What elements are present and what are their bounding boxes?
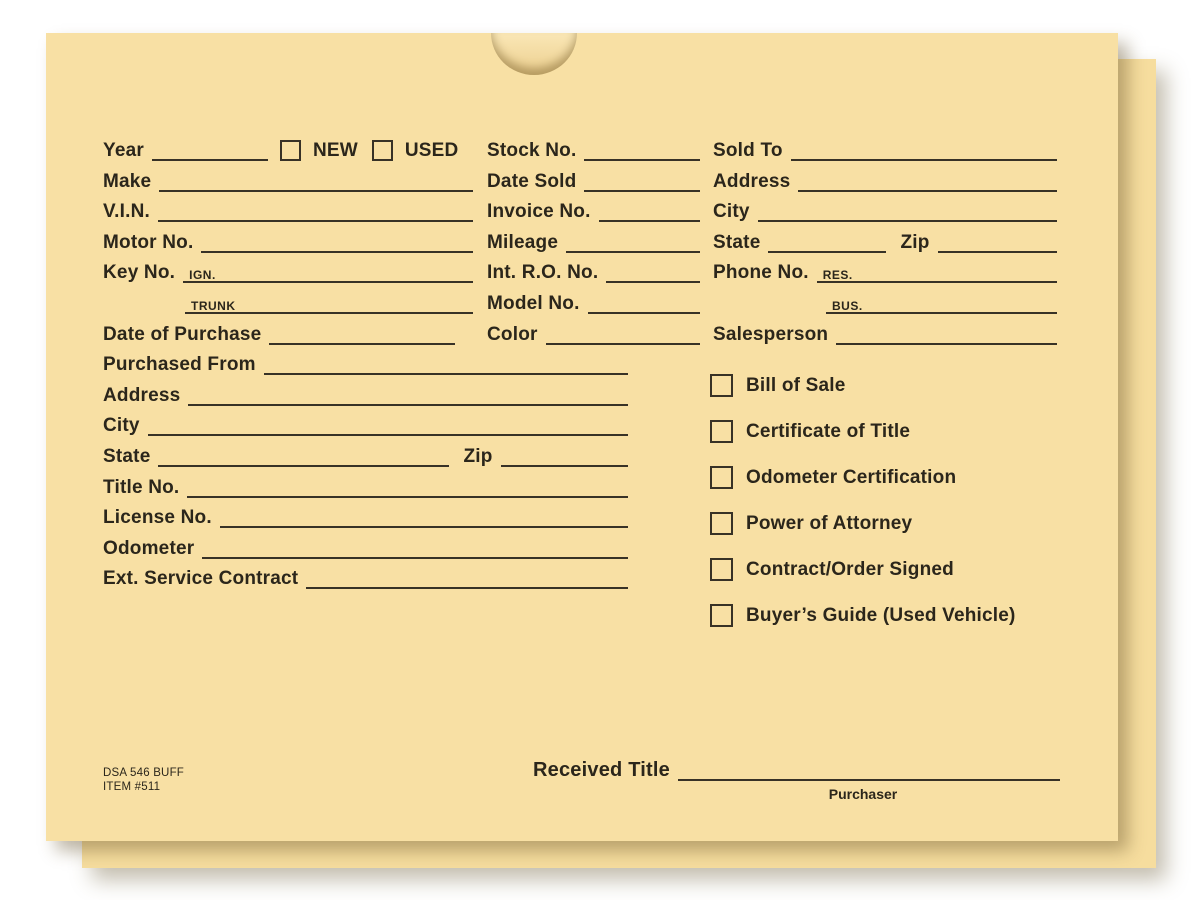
phone-res-row — [713, 259, 1057, 283]
date-sold-line — [584, 168, 700, 192]
bus-label: BUS. — [832, 299, 863, 313]
odometer-row — [103, 535, 628, 559]
checklist-item-contract-order-signed — [710, 557, 954, 581]
odometer-certification-label: Odometer Certification — [746, 466, 957, 488]
make-row — [103, 168, 473, 192]
checklist-item-odometer-certification — [710, 465, 956, 489]
res-label: RES. — [822, 268, 853, 282]
used-checkbox — [372, 140, 393, 161]
model-no-row — [487, 290, 700, 314]
buyer-state-label: State — [713, 232, 761, 253]
contract-order-signed-checkbox — [710, 558, 733, 581]
ext-service-contract-row — [103, 565, 628, 589]
seller-city-label: City — [103, 415, 140, 436]
power-of-attorney-checkbox — [710, 512, 733, 535]
key-no-trunk-line — [185, 290, 473, 314]
buyer-address-row — [713, 168, 1057, 192]
year-row — [103, 137, 509, 161]
buyer-zip-line — [938, 229, 1057, 253]
thumb-cut-notch — [491, 33, 577, 75]
received-title-label: Received Title — [533, 759, 670, 781]
date-of-purchase-label: Date of Purchase — [103, 324, 262, 345]
power-of-attorney-label: Power of Attorney — [746, 512, 913, 534]
certificate-of-title-label: Certificate of Title — [746, 420, 911, 442]
stock-no-line — [584, 137, 700, 161]
key-no-ign-line — [183, 259, 473, 283]
buyer-city-label: City — [713, 201, 750, 222]
received-title-line — [678, 755, 1060, 781]
odometer-label: Odometer — [103, 538, 195, 559]
mileage-row — [487, 229, 700, 253]
buyer-state-zip-row — [713, 229, 1057, 253]
buyer-city-row — [713, 198, 1057, 222]
key-no-trunk-row — [185, 290, 473, 314]
license-no-line — [220, 504, 628, 528]
deal-envelope — [46, 33, 1118, 841]
mileage-line — [566, 229, 700, 253]
title-no-line — [187, 474, 628, 498]
purchased-from-row — [103, 351, 628, 375]
phone-no-label: Phone No. — [713, 262, 809, 283]
seller-address-label: Address — [103, 385, 181, 406]
int-ro-no-label: Int. R.O. No. — [487, 262, 599, 283]
certificate-of-title-checkbox — [710, 420, 733, 443]
seller-zip-line — [501, 443, 628, 467]
buyer-zip-label: Zip — [900, 232, 930, 253]
year-line — [152, 137, 268, 161]
stock-code-line1: DSA 546 BUFF — [103, 767, 185, 779]
year-label: Year — [103, 140, 144, 161]
invoice-no-row — [487, 198, 700, 222]
date-of-purchase-row — [103, 321, 455, 345]
seller-city-line — [148, 412, 628, 436]
new-label: NEW — [312, 140, 358, 161]
contract-order-signed-label: Contract/Order Signed — [746, 558, 954, 580]
seller-state-line — [158, 443, 449, 467]
motor-no-row — [103, 229, 473, 253]
invoice-no-label: Invoice No. — [487, 201, 591, 222]
salesperson-line — [836, 321, 1057, 345]
phone-res-line — [817, 259, 1057, 283]
received-title-row — [533, 755, 1060, 781]
seller-state-label: State — [103, 446, 151, 467]
checklist-item-certificate-of-title — [710, 419, 910, 443]
purchaser-label: Purchaser — [828, 786, 898, 802]
vin-line — [158, 198, 473, 222]
motor-no-line — [201, 229, 473, 253]
model-no-label: Model No. — [487, 293, 580, 314]
seller-zip-label: Zip — [463, 446, 493, 467]
mileage-label: Mileage — [487, 232, 559, 253]
int-ro-no-row — [487, 259, 700, 283]
int-ro-no-line — [606, 259, 700, 283]
make-label: Make — [103, 171, 152, 192]
form-stock-code — [103, 766, 184, 794]
ext-service-contract-label: Ext. Service Contract — [103, 568, 299, 589]
seller-state-zip-row — [103, 443, 628, 467]
ext-service-contract-line — [306, 565, 628, 589]
used-label: USED — [404, 140, 459, 161]
vin-label: V.I.N. — [103, 201, 150, 222]
model-no-line — [588, 290, 700, 314]
stock-code-line2: ITEM #511 — [103, 781, 161, 793]
date-sold-row — [487, 168, 700, 192]
odometer-certification-checkbox — [710, 466, 733, 489]
stock-no-row — [487, 137, 700, 161]
color-label: Color — [487, 324, 538, 345]
bill-of-sale-checkbox — [710, 374, 733, 397]
purchased-from-label: Purchased From — [103, 354, 256, 375]
seller-address-row — [103, 382, 628, 406]
new-checkbox — [280, 140, 301, 161]
date-sold-label: Date Sold — [487, 171, 577, 192]
checklist-item-bill-of-sale — [710, 373, 846, 397]
color-row — [487, 321, 700, 345]
invoice-no-line — [599, 198, 700, 222]
purchased-from-line — [264, 351, 628, 375]
key-no-label: Key No. — [103, 262, 176, 283]
buyer-address-line — [798, 168, 1057, 192]
vin-row — [103, 198, 473, 222]
salesperson-label: Salesperson — [713, 324, 829, 345]
seller-city-row — [103, 412, 628, 436]
color-line — [546, 321, 700, 345]
stock-no-label: Stock No. — [487, 140, 577, 161]
motor-no-label: Motor No. — [103, 232, 194, 253]
trunk-label: TRUNK — [191, 299, 236, 313]
sold-to-row — [713, 137, 1057, 161]
license-no-label: License No. — [103, 507, 212, 528]
buyer-city-line — [758, 198, 1057, 222]
buyer-state-line — [768, 229, 886, 253]
ign-label: IGN. — [189, 268, 216, 282]
sold-to-label: Sold To — [713, 140, 783, 161]
license-no-row — [103, 504, 628, 528]
title-no-label: Title No. — [103, 477, 180, 498]
date-of-purchase-line — [269, 321, 455, 345]
seller-address-line — [188, 382, 628, 406]
buyers-guide-label: Buyer’s Guide (Used Vehicle) — [746, 604, 1016, 626]
checklist-item-power-of-attorney — [710, 511, 912, 535]
checklist-item-buyers-guide — [710, 603, 1016, 627]
key-no-ign-row — [103, 259, 473, 283]
make-line — [159, 168, 473, 192]
phone-bus-row — [826, 290, 1057, 314]
title-no-row — [103, 474, 628, 498]
sold-to-line — [791, 137, 1057, 161]
buyer-address-label: Address — [713, 171, 791, 192]
buyers-guide-checkbox — [710, 604, 733, 627]
odometer-line — [202, 535, 628, 559]
salesperson-row — [713, 321, 1057, 345]
phone-bus-line — [826, 290, 1057, 314]
bill-of-sale-label: Bill of Sale — [746, 374, 846, 396]
